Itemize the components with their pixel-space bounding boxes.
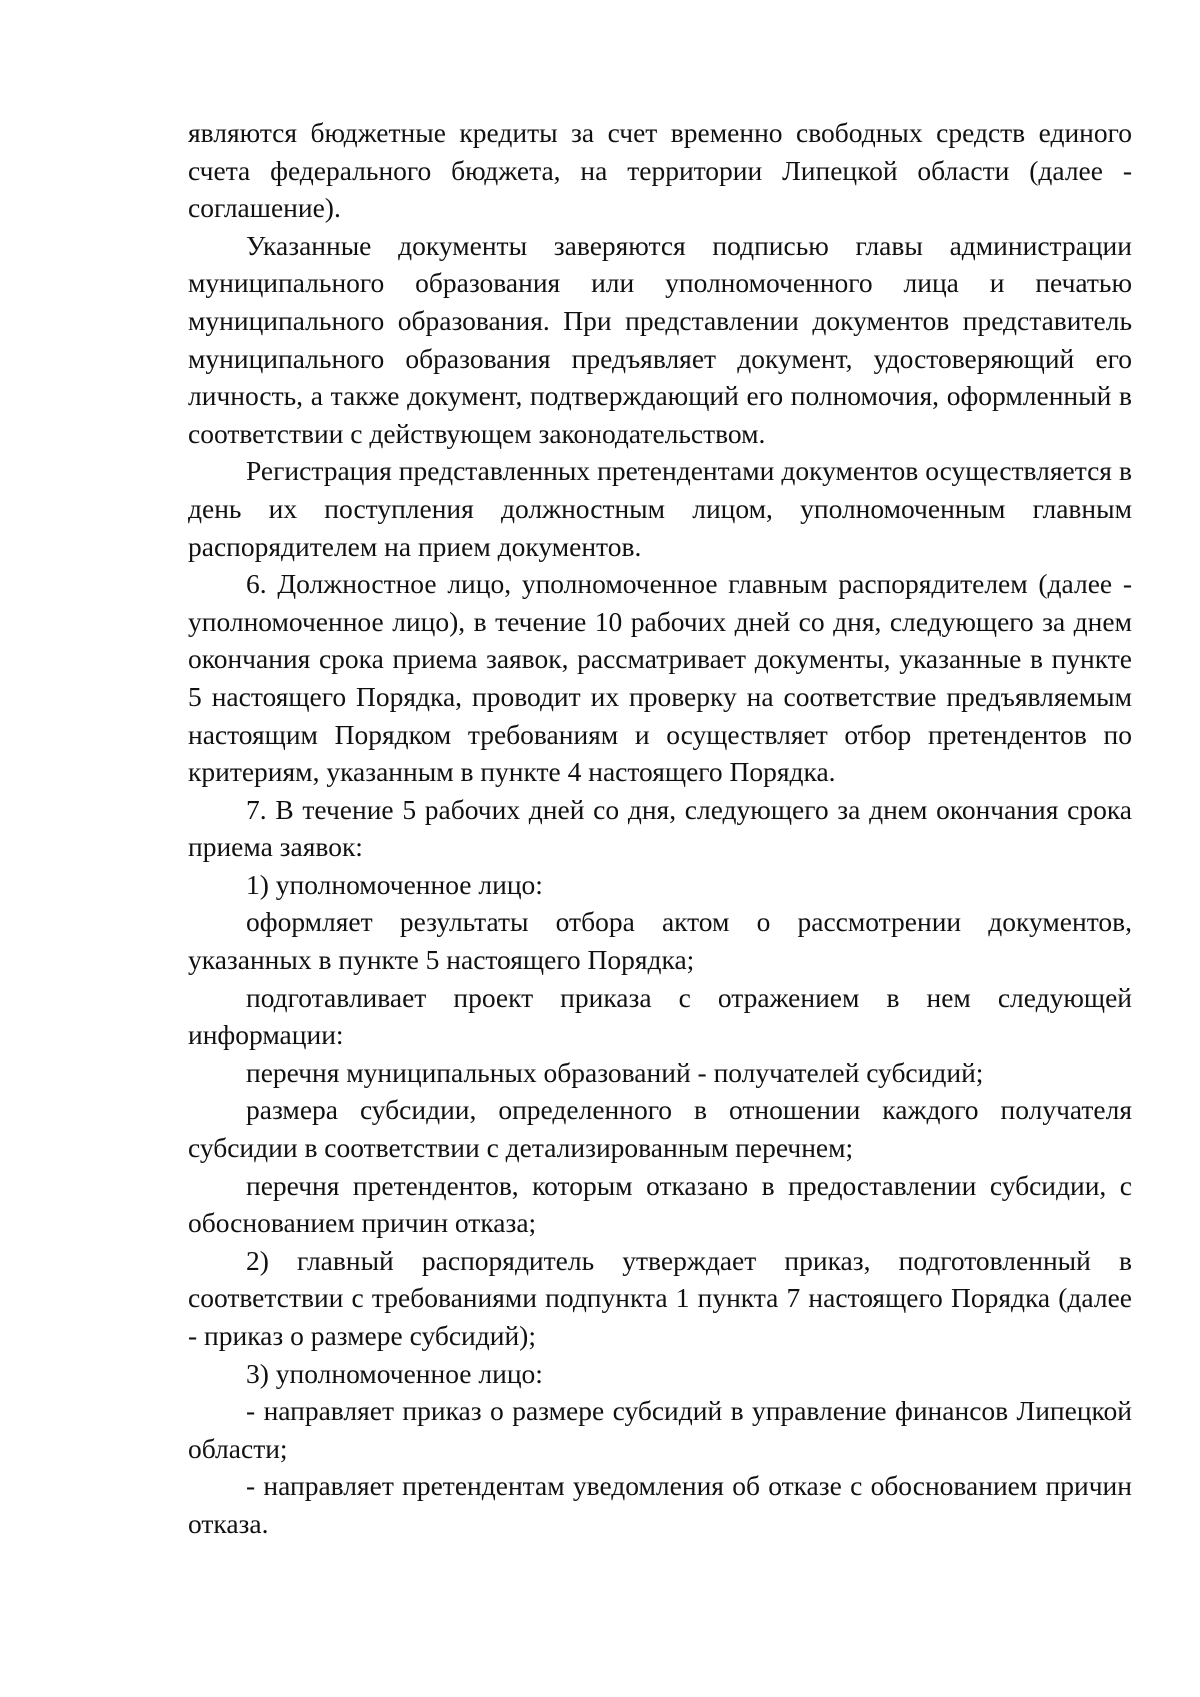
paragraph-certification: Указанные документы заверяются подписью главы администрации муниципального образования или уполномоченного лица и печатью муниципального образования. При представлении документов представитель муниципального образования предъявляет документ, удостоверяющий его личность, а также документ, подтверждающий его полномочия, оформленный в соответствии с действующем законодательством.: [188, 229, 1132, 449]
paragraph-act-results: оформляет результаты отбора актом о рассмотрении документов, указанных в пункте 5 настоящего Порядка;: [188, 906, 1132, 976]
paragraph-send-order: - направляет приказ о размере субсидий в управление финансов Липецкой области;: [188, 1395, 1132, 1464]
paragraph-subitem-2: 2) главный распорядитель утверждает приказ, подготовленный в соответствии с требованиями подпункта 1 пункта 7 настоящего Порядка (далее - приказ о размере субсидий);: [188, 1244, 1132, 1351]
paragraph-subitem-3: 3) уполномоченное лицо:: [246, 1357, 543, 1389]
paragraph-send-refusal: - направляет претендентам уведомления об отказе с обоснованием причин отказа.: [188, 1470, 1132, 1539]
paragraph-list-recipients: перечня муниципальных образований - получателей субсидий;: [246, 1056, 984, 1088]
paragraph-draft-order: подготавливает проект приказа с отражением в нем следующей информации:: [188, 981, 1132, 1051]
document-body: [188, 114, 1132, 1543]
paragraph-item-6: 6. Должностное лицо, уполномоченное главным распорядителем (далее - уполномоченное лицо), в течение 10 рабочих дней со дня, следующего за днем окончания срока приема заявок, рассматривает документы, указанные в пункте 5 настоящего Порядка, проводит их проверку на соответствие предъявляемым настоящим Порядком требованиям и осуществляет отбор претендентов по критериям, указанным в пункте 4 настоящего Порядка.: [188, 568, 1132, 788]
paragraph-item-7: 7. В течение 5 рабочих дней со дня, следующего за днем окончания срока приема заявок:: [188, 793, 1132, 863]
paragraph-refused-list: перечня претендентов, которым отказано в предоставлении субсидии, с обоснованием причин отказа;: [188, 1169, 1132, 1239]
paragraph-registration: Регистрация представленных претендентами документов осуществляется в день их поступления должностным лицом, уполномоченным главным распорядителем на прием документов.: [188, 455, 1132, 562]
paragraph-subsidy-size: размера субсидии, определенного в отношении каждого получателя субсидии в соответствии с детализированным перечнем;: [188, 1094, 1132, 1164]
paragraph-continuation: являются бюджетные кредиты за счет временно свободных средств единого счета федерального бюджета, на территории Липецкой области (далее - соглашение).: [188, 117, 1132, 224]
paragraph-subitem-1: 1) уполномоченное лицо:: [246, 868, 543, 900]
